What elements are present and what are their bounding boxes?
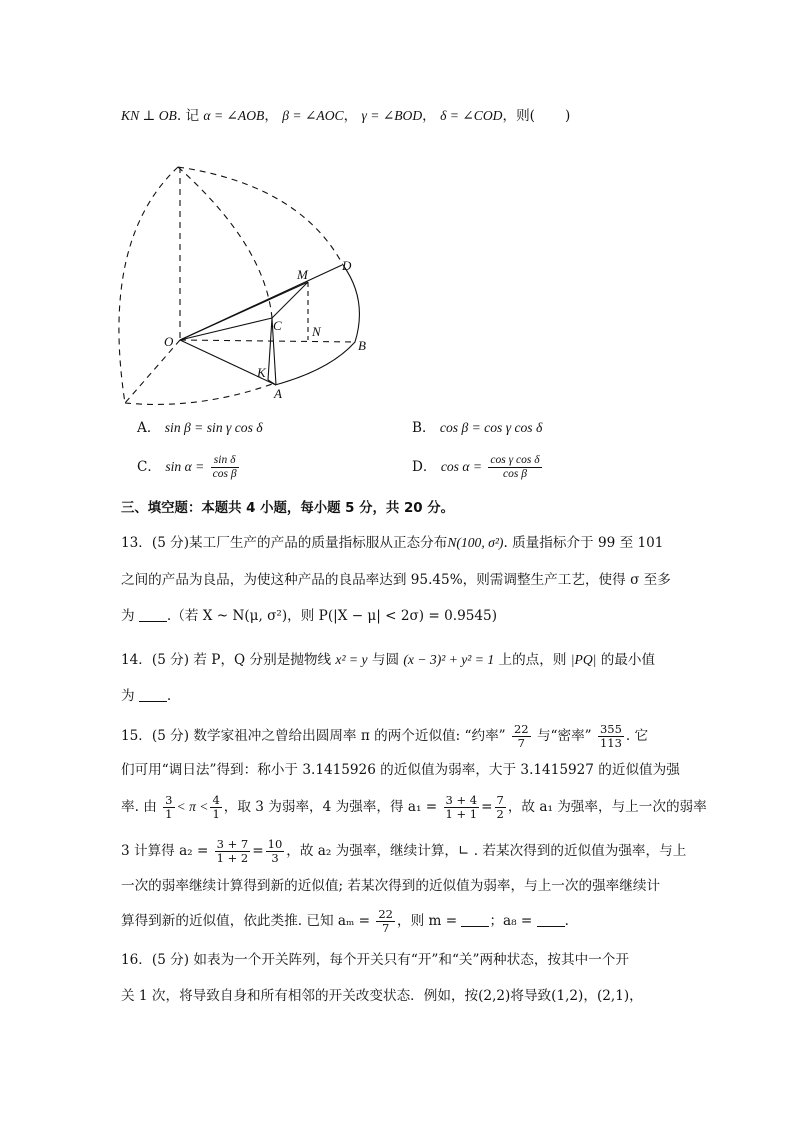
arc-inner [178,167,272,318]
arc-top-left [119,167,178,403]
q13-hint: .（若 X ~ N(μ, σ²)，则 P(|X − μ| < 2σ) = 0.9545) [166,608,497,624]
q14-text-c: 与圆 [371,652,400,668]
option-c-lhs: sin α = [165,459,205,474]
q13-distribution: N(100, σ²) [447,535,504,550]
q15-line-3: 率. 由 $\frac{3}{1}$ < π < $\frac{4}{1}$ ，取 3 为弱率，4 为强率，得 a₁ = $\frac{3 + 4}{1 + 1}$ = $\frac{7}{2}$ ，故 a₁ 为强率，与上一次的弱率 [121,793,707,821]
q15-answer-blank-a8[interactable] [537,926,565,927]
option-a[interactable] [137,418,263,438]
q15-line-5: 一次的弱率继续计算得到新的近似值; 若某次得到的近似值为弱率，与上一次的强率继续计 [121,878,661,894]
q12-def-beta: β = ∠AOC [282,108,344,123]
q14-line-1 [121,650,655,670]
label-m: M [297,267,308,282]
q12-text: . 记 [176,108,200,124]
edge-cm [272,282,308,318]
q14-text-e: 上的点，则 [498,652,567,668]
option-c-numerator: sin δ [211,454,239,468]
q14-text-a: 14．(5 分) 若 P，Q 分别是抛物线 [121,652,332,668]
q14-wei: 为 [121,688,135,704]
label-d: D [342,258,352,273]
label-k: K [257,365,266,380]
edge-oc [180,318,272,340]
q16-line-1: 16．(5 分) 如表为一个开关阵列，每个开关只有“开”和“关”两种状态，按其中一个开 [121,952,629,968]
q13-text-c: . 质量指标介于 99 至 101 [503,535,664,551]
q13-answer-blank[interactable] [139,621,167,622]
q13-line-2: 之间的产品为良品，为使这种产品的良品率达到 95.45%，则需调整生产工艺，使得 σ 至多 [121,572,671,588]
section-heading: 三、填空题：本题共 4 小题，每小题 5 分，共 20 分。 [121,501,455,516]
option-c[interactable] [137,454,241,481]
q14-pq: |PQ| [570,652,597,667]
q12-def-alpha: α = ∠AOB [203,108,265,123]
q15-frac-7-2: $\frac{7}{2}$ [496,793,504,821]
option-c-letter: C． [137,459,161,475]
q13-line-3 [121,606,497,626]
edge-om [180,282,308,340]
arc-top-right [178,167,343,265]
option-c-fraction [211,454,239,481]
q12-def-gamma: γ = ∠BOD [361,108,423,123]
option-d-denominator: cos β [503,468,527,480]
q12-end: ，则( [502,108,535,124]
q14-text-g: 的最小值 [600,652,656,668]
option-d-lhs: cos α = [440,459,483,474]
q15-answer-blank-m[interactable] [461,926,489,927]
q15-line-1 [121,723,648,750]
q15-frac-4-1: $\frac{4}{1}$ [212,793,220,821]
q15-frac-a1: $\frac{3 + 4}{1 + 1}$ [445,793,478,821]
option-c-denominator: cos β [212,468,237,480]
option-a-letter: A． [137,420,161,436]
edge-ka [268,380,276,385]
q15-frac-a2: $\frac{3 + 7}{1 + 2}$ [216,837,249,865]
q13-line-1 [121,533,663,553]
option-d-fraction [488,454,541,481]
option-d[interactable] [412,454,544,481]
axis-oa-dash [125,340,180,403]
edge-ck [268,318,272,380]
q14-period: . [166,688,172,704]
label-b: B [358,338,366,353]
option-b-formula: cos β = cos γ cos δ [439,420,543,435]
q15-text-a: 15．(5 分) 数学家祖冲之曾给出圆周率 π 的两个近似值: “约率” [121,728,506,744]
option-d-numerator: cos γ cos δ [490,454,540,466]
label-n: N [312,324,321,339]
arc-bottom [125,383,275,404]
q14-answer-blank[interactable] [139,701,167,702]
label-o: O [164,334,174,349]
q15-line-6: 算得到新的近似值，依此类推. 已知 aₘ = $\frac{22}{7}$ ，则 m = ；a₈ = . [121,907,569,935]
q15-text-b: 与“密率” [536,728,592,744]
option-d-letter: D． [412,459,437,475]
q15-frac-10-3: $\frac{10}{3}$ [267,837,283,865]
q15-frac-3-1: $\frac{3}{1}$ [165,793,173,821]
q15-line-4: 3 计算得 a₂ = $\frac{3 + 7}{1 + 2}$ = $\frac{10}{3}$ ，故 a₂ 为强率，继续计算，∟ . 若某次得到的近似值为强率，与上 [121,837,687,865]
q15-line-2: 们可用“调日法”得到：称小于 3.1415926 的近似值为弱率，大于 3.1415927 的近似值为强 [121,762,680,778]
q13-wei: 为 [121,608,135,624]
q14-parabola: x² = y [335,652,368,667]
q14-circle: (x − 3)² + y² = 1 [403,652,495,667]
label-a: A [274,386,282,401]
label-c: C [273,318,282,333]
q13-text-a: 13．(5 分)某工厂生产的产品的质量指标服从正态分布 [121,535,448,551]
q16-line-2: 关 1 次，将导致自身和所有相邻的开关改变状态．例如，按(2,2)将导致(1,2)，(2,1)， [121,988,643,1004]
q12-conditions: KN ⊥ OB. 记 α = ∠AOB， β = ∠AOC， γ = ∠BOD， δ = ∠COD，则( ) [121,108,571,124]
q12-def-delta: δ = ∠COD [440,108,503,123]
q12-perp-condition: KN ⊥ OB [121,108,177,123]
option-b-letter: B． [412,420,436,436]
q15-frac-am: $\frac{22}{7}$ [378,907,393,935]
option-a-formula: sin β = sin γ cos δ [164,420,263,435]
q14-line-2 [121,686,171,706]
option-b[interactable] [412,418,542,438]
axis-ob [180,340,355,342]
q15-fraction-yuelv: $\frac{22}{7}$ [513,722,529,750]
q15-fraction-milv: $\frac{355}{113}$ [599,722,622,750]
q15-text-c: . 它 [625,728,649,744]
q12-close: ) [564,108,571,124]
